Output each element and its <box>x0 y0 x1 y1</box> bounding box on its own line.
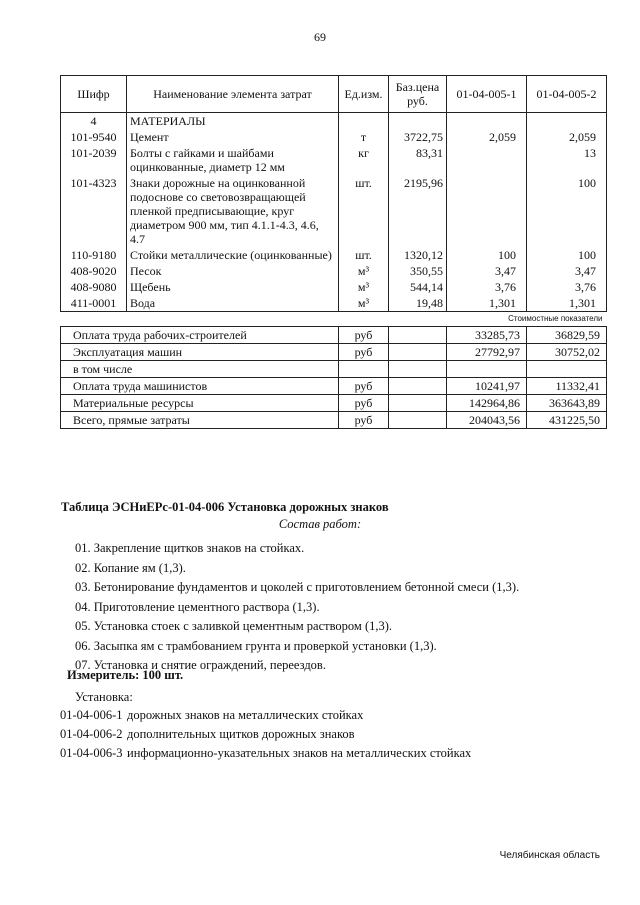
section-row <box>61 113 607 130</box>
row-price: 19,48 <box>389 295 447 312</box>
summary-value-005-2: 363643,89 <box>527 395 607 412</box>
row-unit: т <box>339 129 389 145</box>
summary-label: Всего, прямые затраты <box>61 412 339 429</box>
summary-row <box>61 344 607 361</box>
summary-row <box>61 361 607 378</box>
row-code: 101-9540 <box>61 129 127 145</box>
row-value-005-1 <box>447 175 527 247</box>
summary-row <box>61 412 607 429</box>
row-value-005-2: 3,76 <box>527 279 607 295</box>
resource-table <box>60 75 607 429</box>
cost-header-row <box>61 312 607 327</box>
section-title: Таблица ЭСНиЕРс-01-04-006 Установка дорожных знаков <box>61 500 389 514</box>
summary-value-005-2: 30752,02 <box>527 344 607 361</box>
table-row <box>61 129 607 145</box>
summary-unit: руб <box>339 395 389 412</box>
summary-value-005-1: 33285,73 <box>447 327 527 344</box>
summary-value-005-1: 27792,97 <box>447 344 527 361</box>
summary-price-blank <box>389 361 447 378</box>
install-item <box>60 744 471 763</box>
summary-label: Эксплуатация машин <box>61 344 339 361</box>
row-price: 3722,75 <box>389 129 447 145</box>
work-item: 03. Бетонирование фундаментов и цоколей с приготовлением бетонной смеси (1,3). <box>75 580 520 594</box>
summary-unit: руб <box>339 344 389 361</box>
summary-unit: руб <box>339 327 389 344</box>
work-item: 01. Закрепление щитков знаков на стойках. <box>75 541 305 555</box>
row-unit: м³ <box>339 279 389 295</box>
row-value-005-2: 100 <box>527 247 607 263</box>
row-value-005-1: 3,47 <box>447 263 527 279</box>
table-row <box>61 145 607 175</box>
summary-label: в том числе <box>61 361 339 378</box>
install-text: дополнительных щитков дорожных знаков <box>127 727 355 741</box>
install-code: 01-04-006-1 <box>60 708 123 722</box>
summary-label: Оплата труда рабочих-строителей <box>61 327 339 344</box>
summary-value-005-2: 11332,41 <box>527 378 607 395</box>
summary-price-blank <box>389 378 447 395</box>
row-unit: кг <box>339 145 389 175</box>
work-item: 05. Установка стоек с заливкой цементным раствором (1,3). <box>75 619 393 633</box>
row-unit: м³ <box>339 263 389 279</box>
footer-region: Челябинская область <box>499 850 600 861</box>
row-code: 408-9020 <box>61 263 127 279</box>
row-value-005-2: 2,059 <box>527 129 607 145</box>
summary-label: Оплата труда машинистов <box>61 378 339 395</box>
work-list <box>75 539 519 676</box>
summary-price-blank <box>389 395 447 412</box>
summary-price-blank <box>389 412 447 429</box>
row-code: 101-4323 <box>61 175 127 247</box>
row-unit: шт. <box>339 247 389 263</box>
page-number: 69 <box>314 30 326 44</box>
summary-value-005-2 <box>527 361 607 378</box>
install-list <box>60 706 471 763</box>
row-price: 350,55 <box>389 263 447 279</box>
install-item <box>60 725 471 744</box>
summary-price-blank <box>389 344 447 361</box>
row-code: 101-2039 <box>61 145 127 175</box>
row-name: Цемент <box>127 129 339 145</box>
header-col-005-2: 01-04-005-2 <box>527 76 607 113</box>
row-price: 2195,96 <box>389 175 447 247</box>
cost-header: Стоимостные показатели <box>61 312 607 327</box>
header-code: Шифр <box>61 76 127 113</box>
row-value-005-2: 1,301 <box>527 295 607 312</box>
work-title: Состав работ: <box>278 517 362 531</box>
row-code: 408-9080 <box>61 279 127 295</box>
work-item: 07. Установка и снятие ограждений, переездов. <box>75 658 326 672</box>
row-name: Щебень <box>127 279 339 295</box>
summary-value-005-1: 204043,56 <box>447 412 527 429</box>
summary-value-005-2: 431225,50 <box>527 412 607 429</box>
row-value-005-1 <box>447 145 527 175</box>
table-row <box>61 175 607 247</box>
header-unit: Ед.изм. <box>339 76 389 113</box>
header-name: Наименование элемента затрат <box>127 76 339 113</box>
row-name: Знаки дорожные на оцинкованной подосновe со световозвращающей пленкой предписывающие, круг диаметром 900 мм, тип 4.1.1-4.3, 4.6, 4.7 <box>127 175 339 247</box>
work-item: 06. Засыпка ям с трамбованием грунта и проверкой установки (1,3). <box>75 638 437 653</box>
summary-row <box>61 327 607 344</box>
row-price: 544,14 <box>389 279 447 295</box>
row-unit: шт. <box>339 175 389 247</box>
table-row <box>61 295 607 312</box>
row-value-005-2: 13 <box>527 145 607 175</box>
row-code: 110-9180 <box>61 247 127 263</box>
work-item: 02. Копание ям (1,3). <box>75 560 186 575</box>
install-item <box>60 706 471 725</box>
measure-unit: Измеритель: 100 шт. <box>67 668 184 682</box>
summary-row <box>61 395 607 412</box>
summary-row <box>61 378 607 395</box>
table-body <box>61 113 607 429</box>
row-unit: м³ <box>339 295 389 312</box>
section-name: МАТЕРИАЛЫ <box>127 113 339 130</box>
install-text: дорожных знаков на металлических стойках <box>127 708 364 722</box>
row-value-005-1: 100 <box>447 247 527 263</box>
table-row <box>61 279 607 295</box>
summary-value-005-1: 142964,86 <box>447 395 527 412</box>
table-row <box>61 263 607 279</box>
install-text: информационно-указательных знаков на металлических стойках <box>127 746 472 760</box>
row-value-005-2: 3,47 <box>527 263 607 279</box>
row-name: Вода <box>127 295 339 312</box>
row-price: 83,31 <box>389 145 447 175</box>
header-col-005-1: 01-04-005-1 <box>447 76 527 113</box>
summary-label: Материальные ресурсы <box>61 395 339 412</box>
row-value-005-1: 2,059 <box>447 129 527 145</box>
summary-value-005-1 <box>447 361 527 378</box>
summary-price-blank <box>389 327 447 344</box>
summary-value-005-2: 36829,59 <box>527 327 607 344</box>
row-code: 411-0001 <box>61 295 127 312</box>
row-value-005-1: 3,76 <box>447 279 527 295</box>
header-price: Баз.цена руб. <box>389 76 447 113</box>
table-header-row <box>61 76 607 113</box>
work-item: 04. Приготовление цементного раствора (1,3). <box>75 599 320 614</box>
row-name: Стойки металлические (оцинкованные) <box>127 247 339 263</box>
row-price: 1320,12 <box>389 247 447 263</box>
row-name: Болты с гайками и шайбами оцинкованные, диаметр 12 мм <box>127 145 339 175</box>
install-code: 01-04-006-3 <box>60 746 123 760</box>
row-value-005-2: 100 <box>527 175 607 247</box>
summary-value-005-1: 10241,97 <box>447 378 527 395</box>
summary-unit <box>339 361 389 378</box>
summary-unit: руб <box>339 378 389 395</box>
row-value-005-1: 1,301 <box>447 295 527 312</box>
section-code: 4 <box>61 113 127 130</box>
install-label: Установка: <box>75 690 133 704</box>
install-code: 01-04-006-2 <box>60 727 123 741</box>
summary-unit: руб <box>339 412 389 429</box>
table-row <box>61 247 607 263</box>
row-name: Песок <box>127 263 339 279</box>
